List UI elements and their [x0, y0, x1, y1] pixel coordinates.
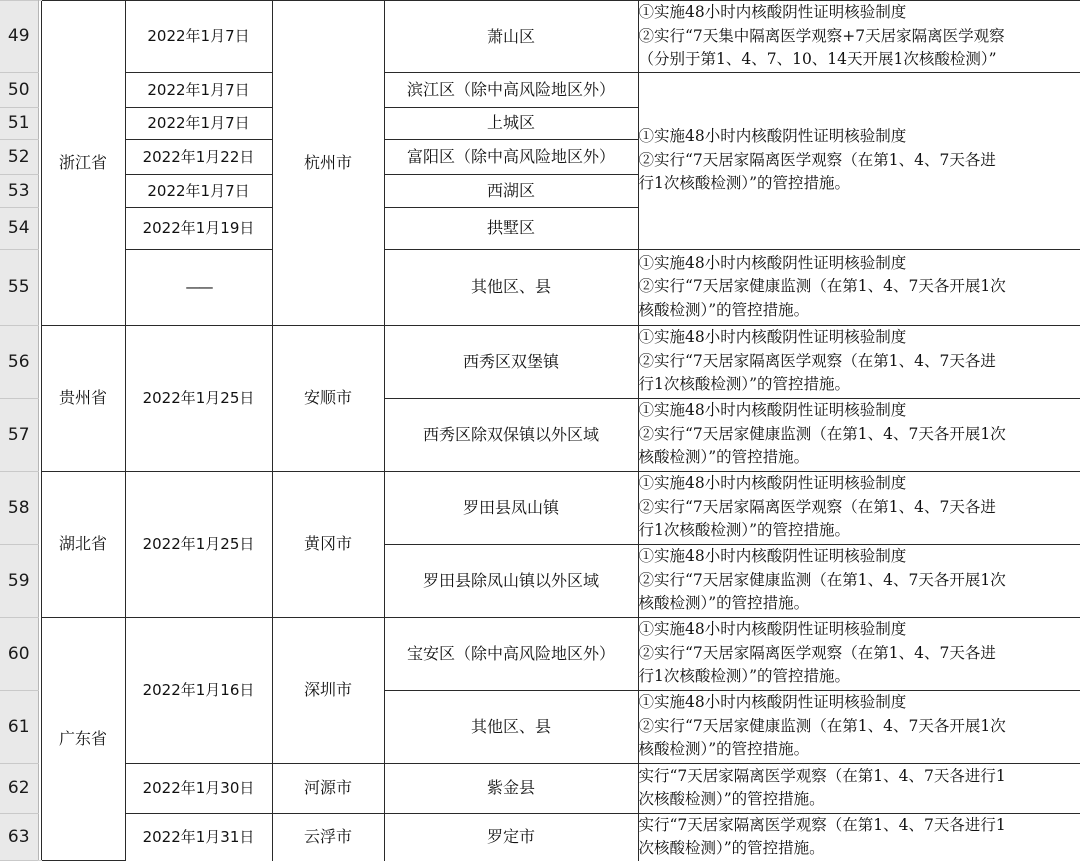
- district-cell[interactable]: 罗田县凤山镇: [384, 471, 638, 544]
- district-cell[interactable]: 其他区、县: [384, 690, 638, 763]
- measure-line: 次核酸检测）”的管控措施。: [638, 790, 825, 808]
- district-cell[interactable]: 富阳区（除中高风险地区外）: [384, 139, 638, 174]
- measure-line: 行1次核酸检测）”的管控措施。: [638, 667, 851, 686]
- row-header[interactable]: 56: [0, 325, 38, 398]
- city-cell[interactable]: 杭州市: [272, 1, 384, 326]
- measure-line: 行1次核酸检测）”的管控措施。: [638, 375, 851, 394]
- district-cell[interactable]: 西湖区: [384, 174, 638, 207]
- table-row: [0, 325, 1080, 398]
- measure-line: ②实行“7天居家健康监测（在第1、4、7天各开展1次: [638, 424, 1006, 443]
- row-header[interactable]: 54: [0, 207, 38, 249]
- date-cell[interactable]: 2022年1月7日: [125, 1, 272, 73]
- table-row: [0, 1, 1080, 73]
- measure-line: 核酸检测）”的管控措施。: [638, 448, 810, 467]
- date-cell[interactable]: 2022年1月7日: [125, 174, 272, 207]
- measure-line: ①实施48小时内核酸阴性证明核验制度: [638, 253, 907, 272]
- measure-cell[interactable]: [638, 249, 1080, 325]
- table-row: [0, 249, 1080, 325]
- row-header[interactable]: 50: [0, 72, 38, 107]
- measure-line: 实行“7天居家隔离医学观察（在第1、4、7天各进行1: [638, 766, 1006, 785]
- district-cell[interactable]: 拱墅区: [384, 207, 638, 249]
- table-row: [0, 72, 1080, 107]
- measure-line: ②实行“7天居家健康监测（在第1、4、7天各开展1次: [638, 570, 1006, 589]
- measure-line: （分别于第1、4、7、10、14天开展1次核酸检测）”: [638, 50, 997, 68]
- district-cell[interactable]: 紫金县: [384, 763, 638, 813]
- measure-cell[interactable]: [638, 617, 1080, 690]
- measure-cell[interactable]: [638, 325, 1080, 398]
- measure-line: ②实行“7天居家隔离医学观察（在第1、4、7天各进: [638, 150, 996, 169]
- city-cell[interactable]: 安顺市: [272, 325, 384, 471]
- district-cell[interactable]: 罗田县除凤山镇以外区域: [384, 544, 638, 617]
- row-header[interactable]: 57: [0, 398, 38, 471]
- date-cell[interactable]: 2022年1月7日: [125, 72, 272, 107]
- measure-line: 核酸检测）”的管控措施。: [638, 594, 810, 613]
- province-cell[interactable]: 浙江省: [41, 1, 125, 326]
- city-cell[interactable]: 河源市: [272, 763, 384, 813]
- date-cell[interactable]: 2022年1月19日: [125, 207, 272, 249]
- table-row: [0, 617, 1080, 690]
- date-cell[interactable]: 2022年1月7日: [125, 107, 272, 139]
- province-cell[interactable]: 广东省: [41, 617, 125, 861]
- row-header[interactable]: 52: [0, 139, 38, 174]
- city-cell[interactable]: 黄冈市: [272, 471, 384, 617]
- measure-line: 行1次核酸检测）”的管控措施。: [638, 521, 851, 540]
- row-header[interactable]: 49: [0, 1, 38, 73]
- measure-line: ①实施48小时内核酸阴性证明核验制度: [638, 547, 907, 566]
- table-row: [0, 813, 1080, 861]
- row-header[interactable]: 62: [0, 763, 38, 813]
- measure-line: ②实行“7天居家健康监测（在第1、4、7天各开展1次: [638, 716, 1006, 735]
- measure-line: ①实施48小时内核酸阴性证明核验制度: [638, 127, 907, 146]
- table-row: [0, 471, 1080, 544]
- measure-cell[interactable]: [638, 544, 1080, 617]
- city-cell[interactable]: 深圳市: [272, 617, 384, 763]
- row-header[interactable]: 59: [0, 544, 38, 617]
- row-header[interactable]: 55: [0, 249, 38, 325]
- row-header[interactable]: 63: [0, 813, 38, 861]
- measure-line: 实行“7天居家隔离医学观察（在第1、4、7天各进行1: [638, 815, 1006, 834]
- province-cell[interactable]: 湖北省: [41, 471, 125, 617]
- province-cell[interactable]: 贵州省: [41, 325, 125, 471]
- measure-line: 次核酸检测）”的管控措施。: [638, 839, 825, 857]
- date-cell[interactable]: 2022年1月31日: [125, 813, 272, 861]
- measure-line: ①实施48小时内核酸阴性证明核验制度: [638, 3, 907, 21]
- row-header[interactable]: 58: [0, 471, 38, 544]
- measure-line: ①实施48小时内核酸阴性证明核验制度: [638, 474, 907, 493]
- date-cell[interactable]: 2022年1月25日: [125, 471, 272, 617]
- measure-line: 核酸检测）”的管控措施。: [638, 740, 810, 759]
- date-cell[interactable]: ——: [125, 249, 272, 325]
- measure-cell[interactable]: [638, 471, 1080, 544]
- measure-line: ②实行“7天居家健康监测（在第1、4、7天各开展1次: [638, 277, 1006, 296]
- measure-cell[interactable]: [638, 690, 1080, 763]
- date-cell[interactable]: 2022年1月25日: [125, 325, 272, 471]
- district-cell[interactable]: 其他区、县: [384, 249, 638, 325]
- row-header[interactable]: 61: [0, 690, 38, 763]
- measure-cell[interactable]: [638, 763, 1080, 813]
- district-cell[interactable]: 罗定市: [384, 813, 638, 861]
- measure-line: 核酸检测）”的管控措施。: [638, 300, 810, 319]
- measure-cell[interactable]: [638, 813, 1080, 861]
- measure-line: ②实行“7天居家隔离医学观察（在第1、4、7天各进: [638, 351, 996, 370]
- date-cell[interactable]: 2022年1月16日: [125, 617, 272, 763]
- city-cell[interactable]: 云浮市: [272, 813, 384, 861]
- row-header[interactable]: 51: [0, 107, 38, 139]
- measure-line: ①实施48小时内核酸阴性证明核验制度: [638, 693, 907, 712]
- district-cell[interactable]: 萧山区: [384, 1, 638, 73]
- measure-line: ②实行“7天居家隔离医学观察（在第1、4、7天各进: [638, 497, 996, 516]
- district-cell[interactable]: 西秀区除双保镇以外区域: [384, 398, 638, 471]
- date-cell[interactable]: 2022年1月22日: [125, 139, 272, 174]
- measure-cell[interactable]: [638, 398, 1080, 471]
- district-cell[interactable]: 西秀区双堡镇: [384, 325, 638, 398]
- measure-line: ②实行“7天集中隔离医学观察+7天居家隔离医学观察: [638, 26, 1005, 45]
- measure-line: ①实施48小时内核酸阴性证明核验制度: [638, 401, 907, 420]
- table-row: [0, 763, 1080, 813]
- measure-cell[interactable]: [638, 1, 1080, 73]
- date-cell[interactable]: 2022年1月30日: [125, 763, 272, 813]
- measure-line: ①实施48小时内核酸阴性证明核验制度: [638, 620, 907, 639]
- measure-cell[interactable]: [638, 72, 1080, 249]
- district-cell[interactable]: 滨江区（除中高风险地区外）: [384, 72, 638, 107]
- measure-line: 行1次核酸检测）”的管控措施。: [638, 174, 851, 193]
- measure-line: ②实行“7天居家隔离医学观察（在第1、4、7天各进: [638, 643, 996, 662]
- district-cell[interactable]: 上城区: [384, 107, 638, 139]
- measure-line: ①实施48小时内核酸阴性证明核验制度: [638, 328, 907, 347]
- row-header[interactable]: 53: [0, 174, 38, 207]
- district-cell[interactable]: 宝安区（除中高风险地区外）: [384, 617, 638, 690]
- row-header[interactable]: 60: [0, 617, 38, 690]
